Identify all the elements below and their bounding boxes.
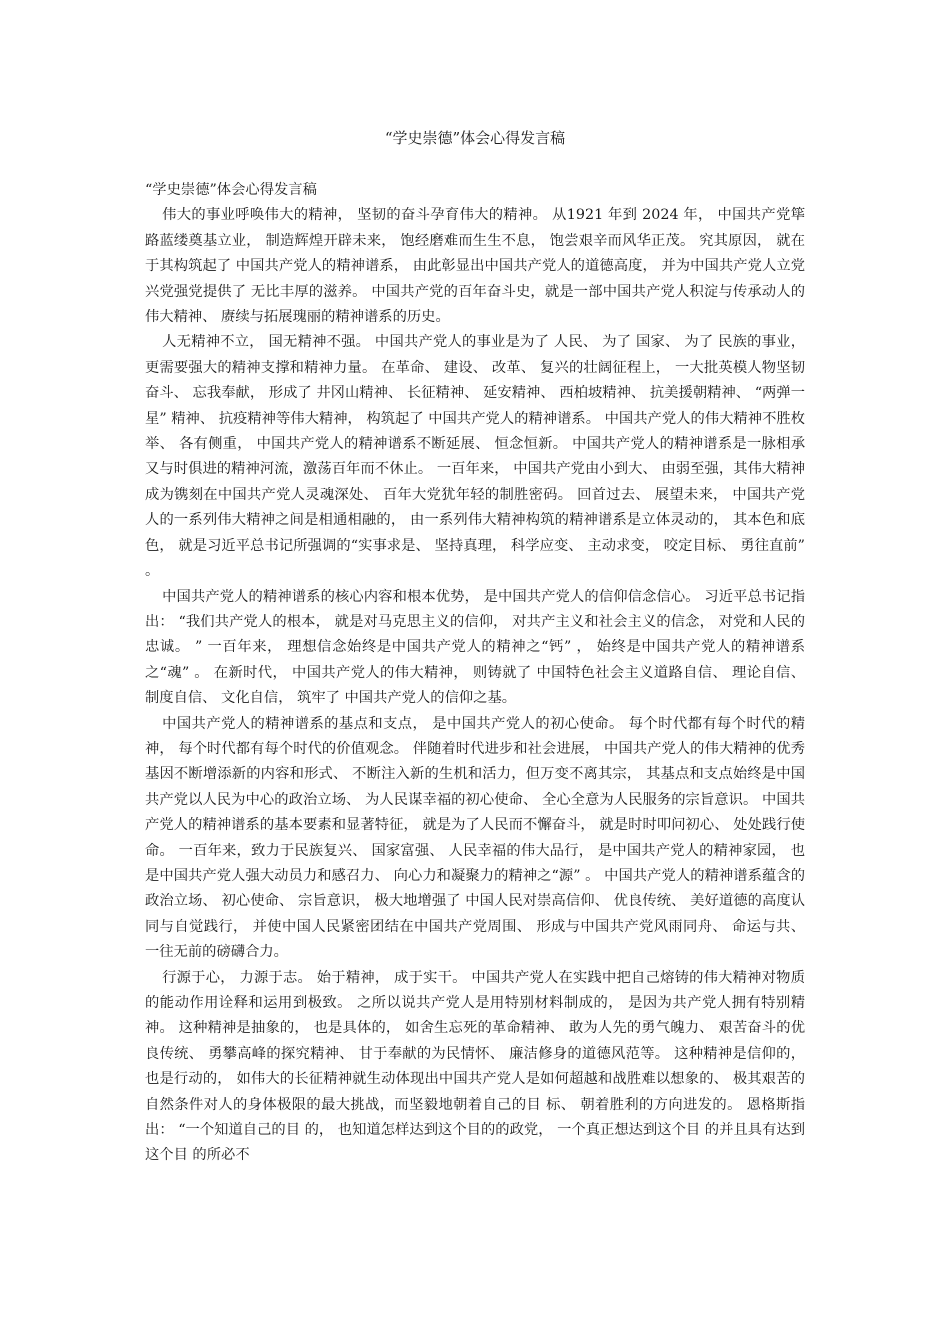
document-subtitle: “学史崇德”体会心得发言稿: [145, 182, 317, 198]
paragraph: 行源于心， 力源于志。 始于精神， 成于实干。 中国共产党人在实践中把自己熔铸的伟大精神对物质的能动作用诠释和运用到极致。 之所以说共产党人是用特别材料制成的， 是因为共产党人拥有特别精神。 这种精神是抽象的， 也是具体的， 如舍生忘死的革命精神、 敢为人先的勇气魄力、 艰苦奋斗的优良传统、 勇攀高峰的探究精神、 甘于奉献的为民情怀、 廉洁修身的道德风范等。 这种精神是信仰的， 也是行动的， 如伟大的长征精神就生动体现出中国共产党人是如何超越和战胜难以想象的、 极其艰苦的自然条件对人的身体极限的最大挑战，而坚毅地朝着自己的目 标、 朝着胜利的方向进发的。 恩格斯指出： “一个知道自己的目 的， 也知道怎样达到这个目的的政党， 一个真正想达到这个目 的并且具有达到这个目 的所必不: [145, 969, 805, 1164]
paragraph: 中国共产党人的精神谱系的核心内容和根本优势， 是中国共产党人的信仰信念信心。 习近平总书记指出： “我们共产党人的根本， 就是对马克思主义的信仰， 对共产主义和社会主义的信念， 对党和人民的忠诚。 ” 一百年来， 理想信念始终是中国共产党人的精神之“钙” ， 始终是中国共产党人的精神谱系之“魂” 。 在新时代， 中国共产党人的伟大精神， 则铸就了 中国特色社会主义道路自信、 理论自信、 制度自信、 文化自信， 筑牢了 中国共产党人的信仰之基。: [145, 588, 805, 707]
document-title: “学史崇德”体会心得发言稿: [384, 129, 566, 147]
document-body: [145, 178, 805, 1169]
paragraph: 伟大的事业呼唤伟大的精神， 坚韧的奋斗孕育伟大的精神。 从1921 年到 2024 年， 中国共产党筚路蓝缕奠基立业， 制造辉煌开辟未来， 饱经磨难而生生不息， 饱尝艰辛而风华正茂。 究其原因， 就在于其构筑起了 中国共产党人的精神谱系， 由此彰显出中国共产党人的道德高度， 并为中国共产党人立党兴党强党提供了 无比丰厚的滋养。 中国共产党的百年奋斗史，就是一部中国共产党人积淀与传承动人的伟大精神、 赓续与拓展瑰丽的精神谱系的历史。: [145, 207, 805, 326]
paragraph: 中国共产党人的精神谱系的基点和支点， 是中国共产党人的初心使命。 每个时代都有每个时代的精神， 每个时代都有每个时代的价值观念。 伴随着时代进步和社会进展， 中国共产党人的伟大精神的优秀基因不断增添新的内容和形式、 不断注入新的生机和活力，但万变不离其宗， 其基点和支点始终是中国共产党以人民为中心的政治立场、 为人民谋幸福的初心使命、 全心全意为人民服务的宗旨意识。 中国共产党人的精神谱系的基本要素和显著特征， 就是为了人民而不懈奋斗， 就是时时叩问初心、 处处践行使命。 一百年来，致力于民族复兴、 国家富强、 人民幸福的伟大品行， 是中国共产党人的精神家园， 也是中国共产党人强大动员力和感召力、 向心力和凝聚力的精神之“源” 。 中国共产党人的精神谱系蕴含的政治立场、 初心使命、 宗旨意识， 极大地增强了 中国人民对崇高信仰、 优良传统、 美好道德的高度认同与自觉践行， 并使中国人民紧密团结在中国共产党周围、 形成与中国共产党风雨同舟、 命运与共、 一往无前的磅礴合力。: [145, 715, 805, 961]
paragraph: 人无精神不立， 国无精神不强。 中国共产党人的事业是为了 人民、 为了 国家、 为了 民族的事业， 更需要强大的精神支撑和精神力量。 在革命、 建设、 改革、 复兴的壮阔征程上， 一大批英模人物坚韧奋斗、 忘我奉献， 形成了 井冈山精神、 长征精神、 延安精神、 西柏坡精神、 抗美援朝精神、 “两弹一星” 精神、 抗疫精神等伟大精神， 构筑起了 中国共产党人的精神谱系。 中国共产党人的伟大精神不胜枚举、 各有侧重， 中国共产党人的精神谱系不断延展、 恒念恒新。 中国共产党人的精神谱系是一脉相承又与时俱进的精神河流，激荡百年而不休止。 一百年来， 中国共产党由小到大、 由弱至强，其伟大精神成为镌刻在中国共产党人灵魂深处、 百年大党犹年轻的制胜密码。 回首过去、 展望未来， 中国共产党人的一系列伟大精神之间是相通相融的， 由一系列伟大精神构筑的精神谱系是立体灵动的， 其本色和底色， 就是习近平总书记所强调的“实事求是、 坚持真理， 科学应变、 主动求变， 咬定目标、 勇往直前” 。: [145, 334, 805, 580]
